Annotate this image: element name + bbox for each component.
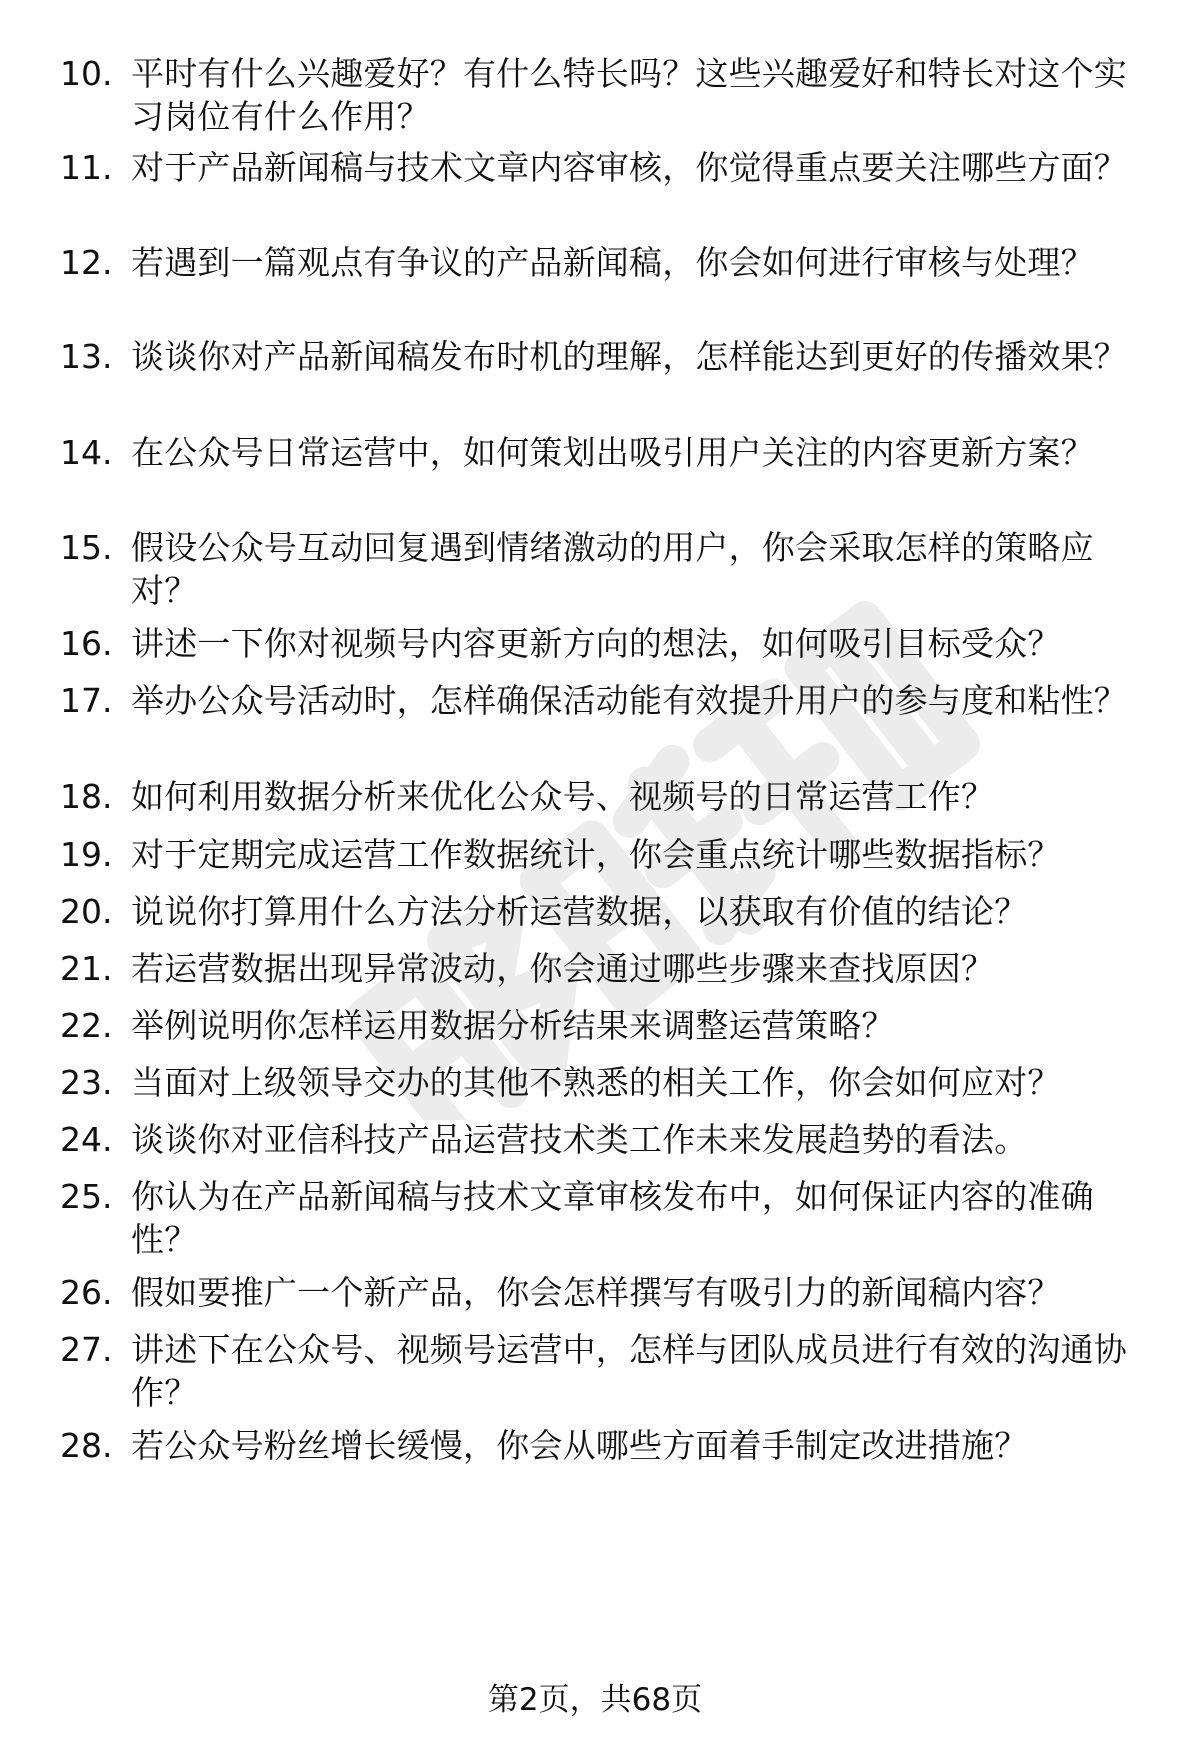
- question-text: 举例说明你怎样运用数据分析结果来调整运营策略？: [131, 1006, 895, 1045]
- question-text: 若运营数据出现异常波动，你会通过哪些步骤来查找原因？: [131, 949, 995, 988]
- question-number: 23.: [60, 1063, 113, 1102]
- question-text: 平时有什么兴趣爱好？有什么特长吗？这些兴趣爱好和特长对这个实习岗位有什么作用？: [131, 54, 1127, 136]
- question-number: 26.: [60, 1273, 113, 1312]
- question-number: 22.: [60, 1006, 113, 1045]
- question-text: 讲述一下你对视频号内容更新方向的想法，如何吸引目标受众？: [131, 624, 1061, 663]
- question-text: 假如要推广一个新产品，你会怎样撰写有吸引力的新闻稿内容？: [131, 1273, 1061, 1312]
- question-text: 你认为在产品新闻稿与技术文章审核发布中，如何保证内容的准确性？: [131, 1177, 1094, 1259]
- question-number: 17.: [60, 681, 113, 720]
- question-number: 13.: [60, 337, 113, 376]
- question-number: 19.: [60, 835, 113, 874]
- question-text: 谈谈你对产品新闻稿发布时机的理解，怎样能达到更好的传播效果？: [131, 337, 1127, 376]
- question-text: 说说你打算用什么方法分析运营数据，以获取有价值的结论？: [131, 892, 1028, 931]
- question-text: 在公众号日常运营中，如何策划出吸引用户关注的内容更新方案？: [131, 433, 1094, 472]
- question-text: 若公众号粉丝增长缓慢，你会从哪些方面着手制定改进措施？: [131, 1426, 1028, 1465]
- question-text: 谈谈你对亚信科技产品运营技术类工作未来发展趋势的看法。: [131, 1120, 1028, 1159]
- question-number: 12.: [60, 243, 113, 282]
- question-number: 14.: [60, 433, 113, 472]
- question-text: 假设公众号互动回复遇到情绪激动的用户，你会采取怎样的策略应对？: [131, 528, 1094, 610]
- question-text: 当面对上级领导交办的其他不熟悉的相关工作，你会如何应对？: [131, 1063, 1061, 1102]
- question-number: 11.: [60, 148, 113, 187]
- question-number: 25.: [60, 1177, 113, 1216]
- question-text: 若遇到一篇观点有争议的产品新闻稿，你会如何进行审核与处理？: [131, 243, 1094, 282]
- question-text: 如何利用数据分析来优化公众号、视频号的日常运营工作？: [131, 777, 995, 816]
- question-text: 讲述下在公众号、视频号运营中，怎样与团队成员进行有效的沟通协作？: [131, 1330, 1127, 1412]
- page-footer: 第2页，共68页: [487, 1682, 703, 1718]
- question-number: 27.: [60, 1330, 113, 1369]
- question-number: 20.: [60, 892, 113, 931]
- question-text: 举办公众号活动时，怎样确保活动能有效提升用户的参与度和粘性？: [131, 681, 1127, 720]
- question-number: 16.: [60, 624, 113, 663]
- question-text: 对于定期完成运营工作数据统计，你会重点统计哪些数据指标？: [131, 835, 1061, 874]
- question-number: 28.: [60, 1426, 113, 1465]
- question-number: 21.: [60, 949, 113, 988]
- question-number: 15.: [60, 528, 113, 567]
- question-number: 18.: [60, 777, 113, 816]
- question-number: 24.: [60, 1120, 113, 1159]
- question-number: 10.: [60, 54, 113, 93]
- question-text: 对于产品新闻稿与技术文章内容审核，你觉得重点要关注哪些方面？: [131, 148, 1127, 187]
